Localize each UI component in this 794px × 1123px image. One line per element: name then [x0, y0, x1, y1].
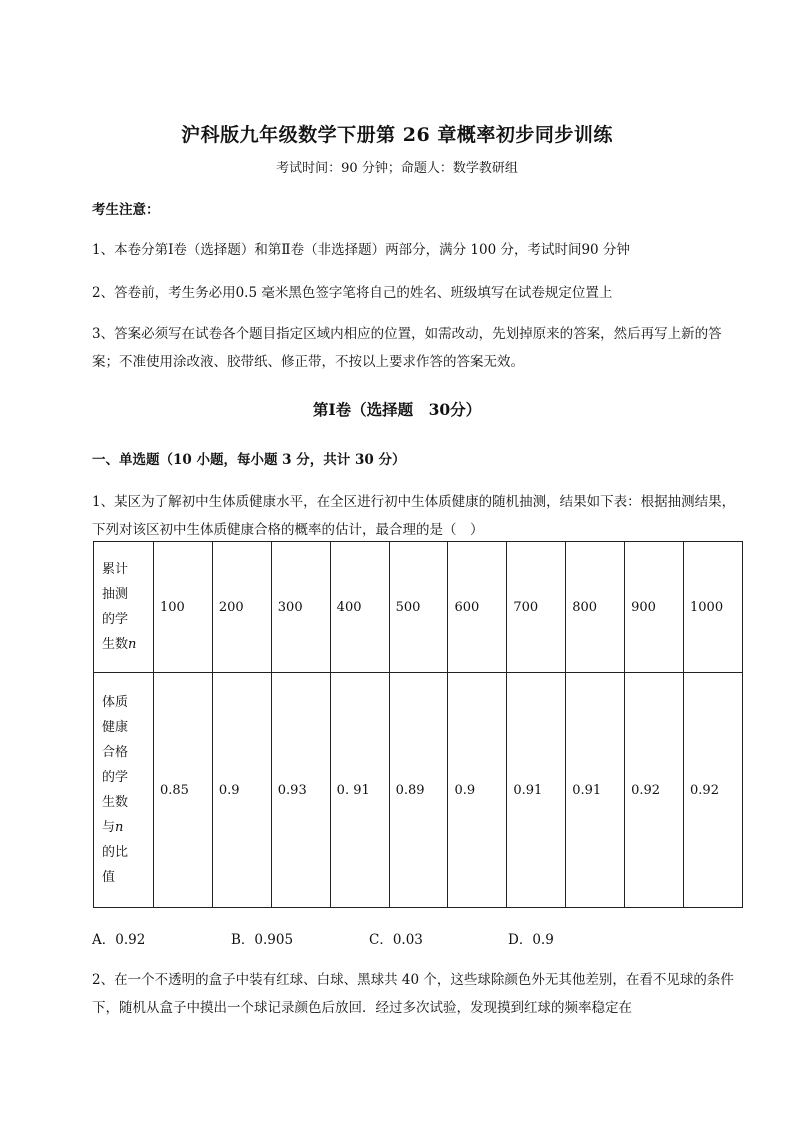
table-cell: 500 — [389, 542, 448, 673]
choice-b[interactable]: B．0.905 — [231, 932, 294, 948]
table-cell: 400 — [330, 542, 389, 673]
header-line: 健康 — [102, 720, 129, 735]
table-cell: 0.91 — [566, 673, 625, 908]
table-cell: 700 — [507, 542, 566, 673]
table-cell: 0.89 — [389, 673, 448, 908]
sampling-table — [93, 541, 743, 908]
question-1-text: 1、某区为了解初中生体质健康水平，在全区进行初中生体质健康的随机抽测，结果如下表：根据抽测结果，下列对该区初中生体质健康合格的概率的估计，最合理的是（ ） — [92, 494, 736, 538]
table-cell: 1000 — [684, 542, 743, 673]
notice-item-2: 2、答卷前，考生务必用0.5 毫米黑色签字笔将自己的姓名、班级填写在试卷规定位置上 — [92, 285, 613, 301]
header-line: 的比 — [102, 845, 129, 860]
table-cell: 0.92 — [625, 673, 684, 908]
notice-item-1: 1、本卷分第Ⅰ卷（选择题）和第Ⅱ卷（非选择题）两部分，满分 100 分，考试时间90 分钟 — [92, 242, 630, 258]
notice-item-3: 3、答案必须写在试卷各个题目指定区域内相应的位置，如需改动，先划掉原来的答案，然后再写上新的答案；不准使用涂改液、胶带纸、修正带，不按以上要求作答的答案无效。 — [92, 326, 722, 370]
table-row-sample-count — [94, 542, 743, 673]
variable-n: n — [128, 637, 137, 652]
question-1-choices — [92, 928, 742, 950]
header-line: 体质 — [102, 695, 129, 710]
table-cell: 0. 91 — [330, 673, 389, 908]
table-cell: 600 — [448, 542, 507, 673]
table-cell: 0.91 — [507, 673, 566, 908]
header-line: 值 — [102, 870, 116, 885]
variable-n: n — [115, 820, 124, 835]
header-line: 的学 — [102, 612, 129, 627]
table-cell: 0.92 — [684, 673, 743, 908]
table-row-pass-ratio — [94, 673, 743, 908]
table-cell: 0.9 — [448, 673, 507, 908]
table-cell: 900 — [625, 542, 684, 673]
header-line: 合格 — [102, 745, 129, 760]
row-header-sample-count — [94, 542, 154, 673]
header-line: 的学 — [102, 770, 129, 785]
question-2-text: 2、在一个不透明的盒子中装有红球、白球、黑球共 40 个，这些球除颜色外无其他差别，在看不见球的条件下，随机从盒子中摸出一个球记录颜色后放回．经过多次试验，发现摸到红球的频率稳定在 — [92, 972, 734, 1016]
document-subtitle: 考试时间：90 分钟；命题人：数学教研组 — [276, 161, 518, 176]
choice-c[interactable]: C．0.03 — [369, 932, 423, 948]
table-cell: 800 — [566, 542, 625, 673]
choice-a[interactable]: A．0.92 — [92, 932, 146, 948]
header-line: 抽测 — [102, 587, 129, 602]
table-cell: 200 — [212, 542, 271, 673]
table-cell: 0.9 — [212, 673, 271, 908]
header-line: 与 — [102, 820, 116, 835]
choice-d[interactable]: D．0.9 — [508, 932, 554, 948]
header-line: 累计 — [102, 562, 129, 577]
table-cell: 300 — [271, 542, 330, 673]
row-header-pass-ratio — [94, 673, 154, 908]
notice-heading: 考生注意： — [92, 202, 160, 218]
section-title: 第Ⅰ卷（选择题 30分） — [312, 400, 482, 419]
header-line: 生数 — [102, 795, 129, 810]
table-cell: 0.93 — [271, 673, 330, 908]
header-line: 生数 — [102, 637, 129, 652]
table-cell: 0.85 — [154, 673, 213, 908]
document-title: 沪科版九年级数学下册第 26 章概率初步同步训练 — [181, 124, 613, 146]
table-cell: 100 — [154, 542, 213, 673]
part-heading: 一、单选题（10 小题，每小题 3 分，共计 30 分） — [92, 452, 406, 468]
